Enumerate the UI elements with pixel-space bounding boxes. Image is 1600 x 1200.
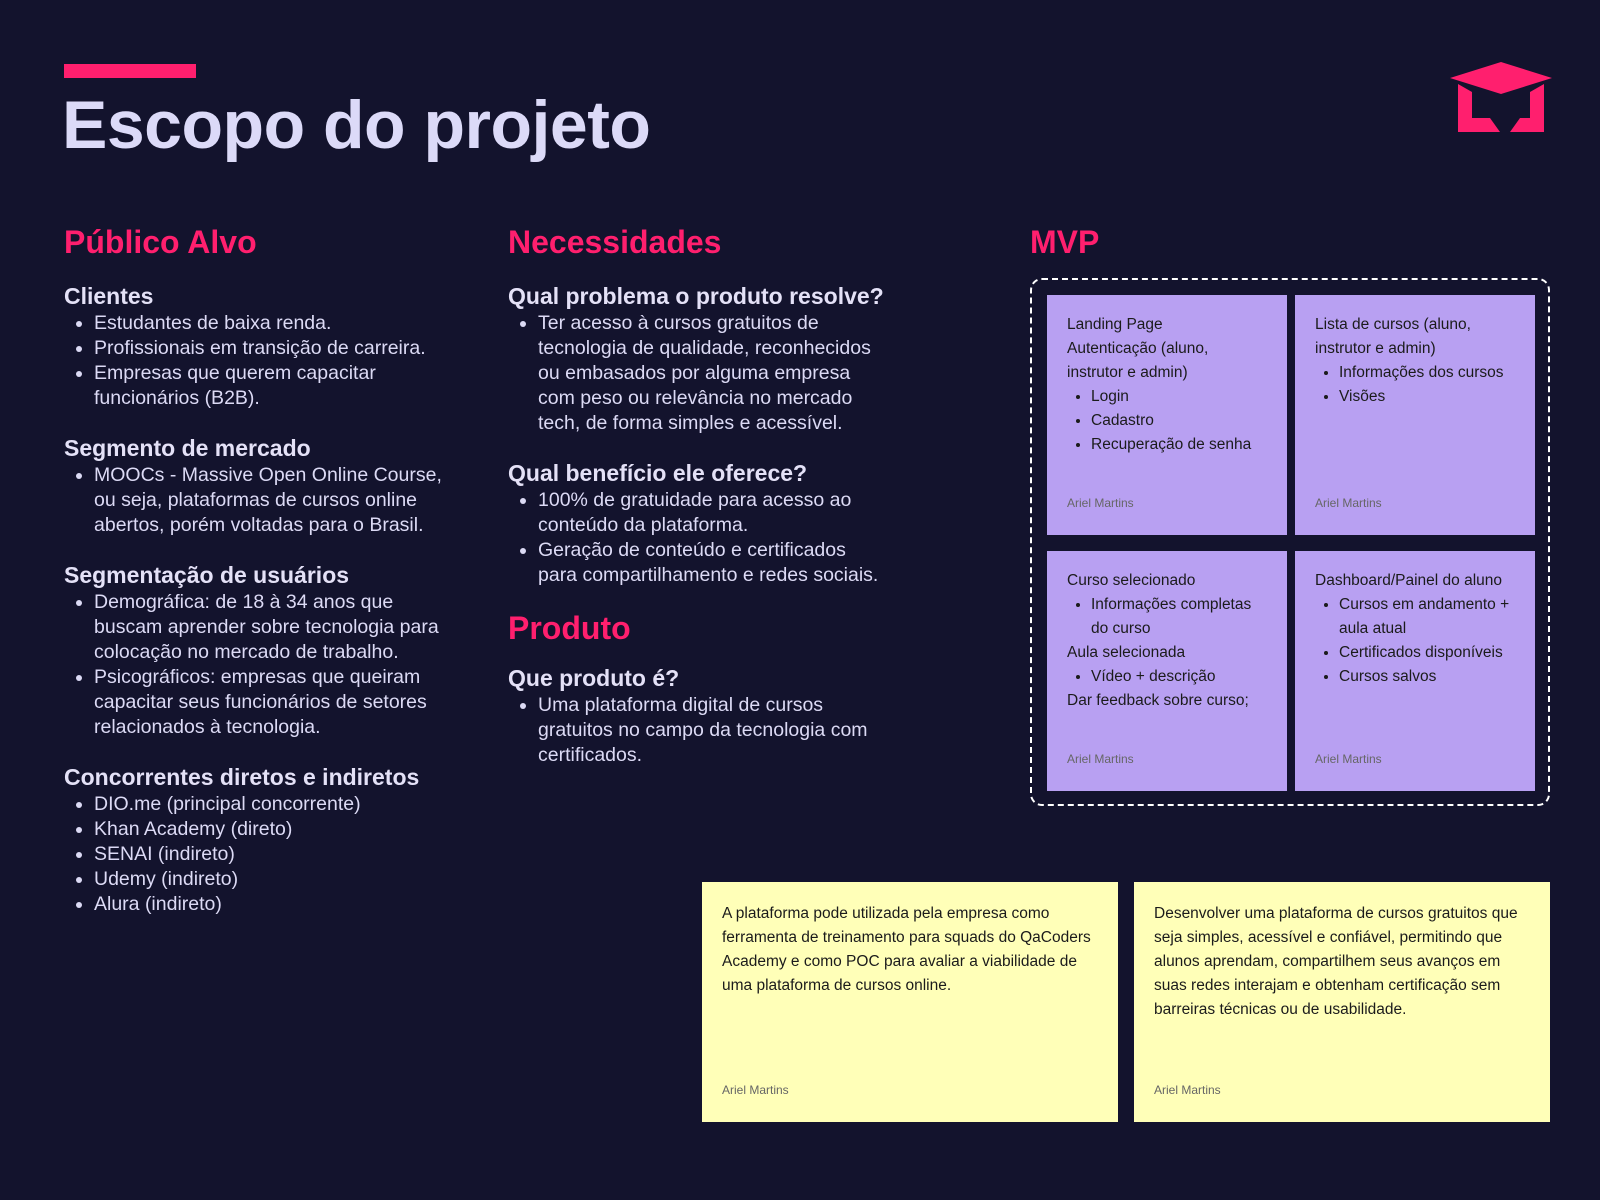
necessidades-column xyxy=(508,224,888,790)
note-author: Ariel Martins xyxy=(1067,752,1134,766)
list-item: • Cadastro xyxy=(1091,409,1267,433)
note-line: Aula selecionada xyxy=(1067,644,1186,661)
mvp-sticky-note-dashboard[interactable] xyxy=(1295,551,1535,791)
list-item: • Visões xyxy=(1339,385,1515,409)
mvp-column xyxy=(1030,224,1550,281)
note-text: A plataforma pode utilizada pela empresa como ferramenta de treinamento para squads do QaCoders Academy e como POC para avaliar a viabilidade de uma plataforma de cursos online. xyxy=(722,905,1091,994)
segmentacao-list xyxy=(64,590,464,740)
concorrentes-title: Concorrentes diretos e indiretos xyxy=(64,763,420,790)
list-item: • Empresas que querem capacitar funcionários (B2B). xyxy=(94,361,464,411)
note-author: Ariel Martins xyxy=(1067,496,1134,510)
list-item: • Cursos salvos xyxy=(1339,665,1515,689)
note-line: Curso selecionado xyxy=(1067,572,1196,589)
produto-list xyxy=(508,693,888,768)
problema-title: Qual problema o produto resolve? xyxy=(508,282,884,309)
publico-alvo-column xyxy=(64,224,464,939)
list-item: • 100% de gratuidade para acesso ao conteúdo da plataforma. xyxy=(538,488,888,538)
list-item: • Ter acesso à cursos gratuitos de tecnologia de qualidade, reconhecidos ou embasados por alguma empresa com peso ou relevância no mercado tech, de forma simples e acessível. xyxy=(538,311,888,436)
problema-list xyxy=(508,311,888,436)
list-item: • SENAI (indireto) xyxy=(94,842,464,867)
que-produto-title: Que produto é? xyxy=(508,664,680,691)
note-line: Landing Page xyxy=(1067,316,1163,333)
list-item: • Login xyxy=(1091,385,1267,409)
graduation-cap-icon xyxy=(1450,62,1552,136)
list-item: • DIO.me (principal concorrente) xyxy=(94,792,464,817)
list-item: • Psicográficos: empresas que queiram capacitar seus funcionários de setores relacionados à tecnologia. xyxy=(94,665,464,740)
list-item: • Vídeo + descrição xyxy=(1091,665,1267,689)
note-line: Dar feedback sobre curso; xyxy=(1067,692,1249,709)
list-item: • Informações dos cursos xyxy=(1339,361,1515,385)
mvp-title: MVP xyxy=(1030,224,1100,260)
note-list xyxy=(1067,665,1267,689)
note-author: Ariel Martins xyxy=(1315,752,1382,766)
list-item: • Informações completas do curso xyxy=(1091,593,1267,641)
mvp-sticky-note-landing[interactable] xyxy=(1047,295,1287,535)
list-item: • Geração de conteúdo e certificados para compartilhamento e redes sociais. xyxy=(538,538,888,588)
beneficio-title: Qual benefício ele oferece? xyxy=(508,459,808,486)
clientes-list xyxy=(64,311,464,411)
list-item: • Estudantes de baixa renda. xyxy=(94,311,464,336)
note-list xyxy=(1315,361,1515,409)
note-author: Ariel Martins xyxy=(1154,1083,1221,1097)
note-author: Ariel Martins xyxy=(1315,496,1382,510)
page-title: Escopo do projeto xyxy=(62,87,651,163)
necessidades-title: Necessidades xyxy=(508,224,722,260)
note-list xyxy=(1067,385,1267,457)
title-accent-bar xyxy=(64,64,196,78)
produto-title: Produto xyxy=(508,609,631,646)
note-list xyxy=(1067,593,1267,641)
list-item: • Khan Academy (direto) xyxy=(94,817,464,842)
note-text: Desenvolver uma plataforma de cursos gratuitos que seja simples, acessível e confiável, permitindo que alunos aprendam, compartilhem seus avanços em suas redes interajam e obtenham certificação sem barreiras técnicas ou de usabilidade. xyxy=(1154,905,1518,1018)
mvp-sticky-note-cursos[interactable] xyxy=(1295,295,1535,535)
list-item: • Alura (indireto) xyxy=(94,892,464,917)
list-item: • Demográfica: de 18 à 34 anos que buscam aprender sobre tecnologia para colocação no mercado de trabalho. xyxy=(94,590,464,665)
list-item: • Uma plataforma digital de cursos gratuitos no campo da tecnologia com certificados. xyxy=(538,693,888,768)
list-item: • Profissionais em transição de carreira. xyxy=(94,336,464,361)
note-list xyxy=(1315,593,1515,689)
note-author: Ariel Martins xyxy=(722,1083,789,1097)
note-line: Lista de cursos (aluno, instrutor e admin) xyxy=(1315,316,1471,357)
publico-alvo-title: Público Alvo xyxy=(64,224,257,260)
segmento-title: Segmento de mercado xyxy=(64,434,311,461)
segmentacao-title: Segmentação de usuários xyxy=(64,561,350,588)
list-item: • Cursos em andamento + aula atual xyxy=(1339,593,1515,641)
note-line: Dashboard/Painel do aluno xyxy=(1315,572,1502,589)
list-item: • MOOCs - Massive Open Online Course, ou seja, plataformas de cursos online abertos, porém voltadas para o Brasil. xyxy=(94,463,464,538)
mvp-board xyxy=(1030,278,1550,806)
clientes-title: Clientes xyxy=(64,282,154,309)
list-item: • Recuperação de senha xyxy=(1091,433,1267,457)
mvp-sticky-note-curso-selecionado[interactable] xyxy=(1047,551,1287,791)
list-item: • Udemy (indireto) xyxy=(94,867,464,892)
note-line: Autenticação (aluno, instrutor e admin) xyxy=(1067,340,1209,381)
concorrentes-list xyxy=(64,792,464,917)
sticky-note-objetivo[interactable] xyxy=(1134,882,1550,1122)
segmento-list xyxy=(64,463,464,538)
beneficio-list xyxy=(508,488,888,588)
sticky-note-poc[interactable] xyxy=(702,882,1118,1122)
list-item: • Certificados disponíveis xyxy=(1339,641,1515,665)
